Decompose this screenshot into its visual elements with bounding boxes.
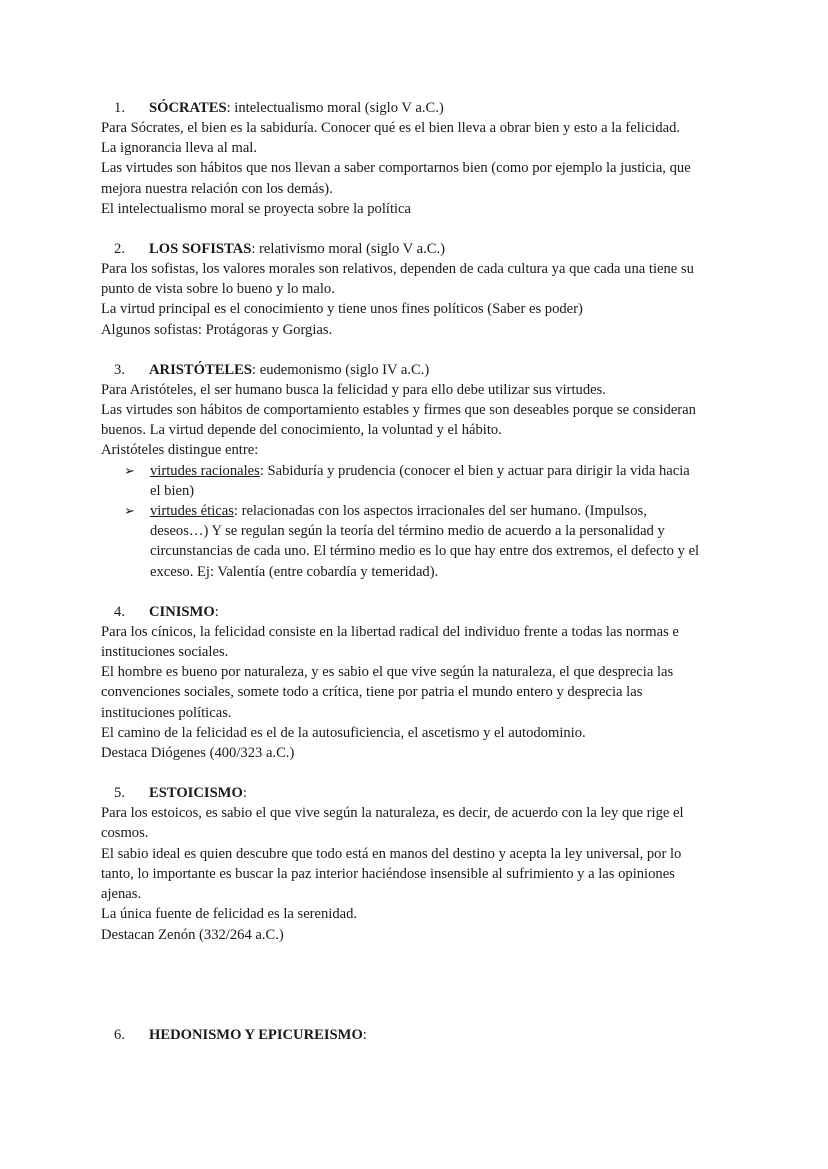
section-aristoteles [101,360,741,582]
section-title: ARISTÓTELES [149,361,253,378]
section-number: 3. [114,361,125,378]
section-number: 4. [114,603,125,620]
paragraph-line: Destacan Zenón (332/264 a.C.) [101,926,284,943]
paragraph-line: La virtud principal es el conocimiento y tiene unos fines políticos (Saber es poder) [101,301,583,318]
paragraph-line: cosmos. [101,825,149,842]
paragraph-line: Aristóteles distingue entre: [101,442,259,459]
section-socrates [101,98,741,219]
section-number: 1. [114,100,125,116]
section-number: 2. [114,241,125,258]
section-heading [101,239,741,259]
bullet-text: el bien) [150,482,195,499]
paragraph-line: tanto, lo importante es buscar la paz interior haciéndose insensible al sufrimiento y a las opiniones [101,865,675,882]
paragraph-line: punto de vista sobre lo bueno y lo malo. [101,281,335,298]
paragraph-line: instituciones sociales. [101,644,229,661]
paragraph-line: mejora nuestra relación con los demás). [101,180,333,197]
section-sofistas [101,239,741,340]
paragraph-line: El intelectualismo moral se proyecta sobre la política [101,200,412,217]
section-estoicismo [101,783,741,944]
arrow-bullet-icon: ➢ [124,462,135,478]
paragraph-line: Destaca Diógenes (400/323 a.C.) [101,745,295,762]
section-subtitle: : [214,603,219,620]
bullet-term: virtudes éticas [150,503,234,520]
section-cinismo [101,602,741,763]
section-subtitle: : [242,785,247,802]
section-title: ESTOICISMO [149,785,243,802]
bullet-text: exceso. Ej: Valentía (entre cobardía y temeridad). [150,563,439,580]
paragraph-line: La única fuente de felicidad es la serenidad. [101,906,358,923]
section-subtitle: : intelectualismo moral (siglo V a.C.) [226,100,444,116]
paragraph-line: El hombre es bueno por naturaleza, y es sabio el que vive según la naturaleza, el que desprecia las [101,664,674,681]
bullet-text: : relacionadas con los aspectos irracionales del ser humano. (Impulsos, [233,503,647,520]
paragraph-line: Para Aristóteles, el ser humano busca la felicidad y para ello debe utilizar sus virtudes. [101,381,606,398]
paragraph-line: Para los cínicos, la felicidad consiste en la libertad radical del individuo frente a todas las normas e [101,623,679,640]
paragraph-line: Algunos sofistas: Protágoras y Gorgias. [101,321,333,338]
section-heading [101,1025,741,1045]
paragraph-line: Para los estoicos, es sabio el que vive según la naturaleza, es decir, de acuerdo con la ley que rige el [101,805,684,822]
section-title: LOS SOFISTAS [149,241,252,258]
section-subtitle: : eudemonismo (siglo IV a.C.) [252,361,430,378]
paragraph-line: instituciones políticas. [101,704,232,721]
paragraph-line: ajenas. [101,886,142,903]
section-title: HEDONISMO Y EPICUREISMO [149,1026,363,1043]
paragraph-line: Para los sofistas, los valores morales son relativos, dependen de cada cultura ya que cada una tiene su [101,261,694,278]
section-heading [101,98,741,118]
section-number: 6. [114,1026,125,1043]
paragraph-line: El sabio ideal es quien descubre que todo está en manos del destino y acepta la ley universal, por lo [101,845,682,862]
section-heading [101,360,741,380]
section-hedonismo [101,1025,741,1045]
section-number: 5. [114,785,125,802]
list-item [101,501,741,582]
paragraph-line: El camino de la felicidad es el de la autosuficiencia, el ascetismo y el autodominio. [101,724,586,741]
bullet-list [101,461,741,582]
document-page [101,98,741,1045]
bullet-text: circunstancias de cada uno. El término medio es lo que hay entre dos extremos, el defecto y el [150,543,700,560]
paragraph-line: Para Sócrates, el bien es la sabiduría. Conocer qué es el bien lleva a obrar bien y esto a la felicidad. [101,120,681,136]
paragraph-line: buenos. La virtud depende del conocimiento, la voluntad y el hábito. [101,422,502,439]
bullet-text: : Sabiduría y prudencia (conocer el bien y actuar para dirigir la vida hacia [259,462,690,479]
section-subtitle: : relativismo moral (siglo V a.C.) [251,241,445,258]
section-title: SÓCRATES [149,100,227,116]
section-heading [101,783,741,803]
paragraph-line: convenciones sociales, somete todo a crítica, tiene por patria el mundo entero y desprecia las [101,684,643,701]
bullet-term: virtudes racionales [150,462,260,479]
arrow-bullet-icon: ➢ [124,503,135,519]
section-title: CINISMO [149,603,215,620]
list-item [101,461,741,501]
section-subtitle: : [362,1026,367,1043]
paragraph-line: Las virtudes son hábitos que nos llevan a saber comportarnos bien (como por ejemplo la justicia, que [101,160,691,177]
paragraph-line: La ignorancia lleva al mal. [101,140,257,157]
paragraph-line: Las virtudes son hábitos de comportamiento estables y firmes que son deseables porque se consideran [101,402,696,419]
section-heading [101,602,741,622]
bullet-text: deseos…) Y se regulan según la teoría del término medio de acuerdo a la personalidad y [150,523,665,540]
